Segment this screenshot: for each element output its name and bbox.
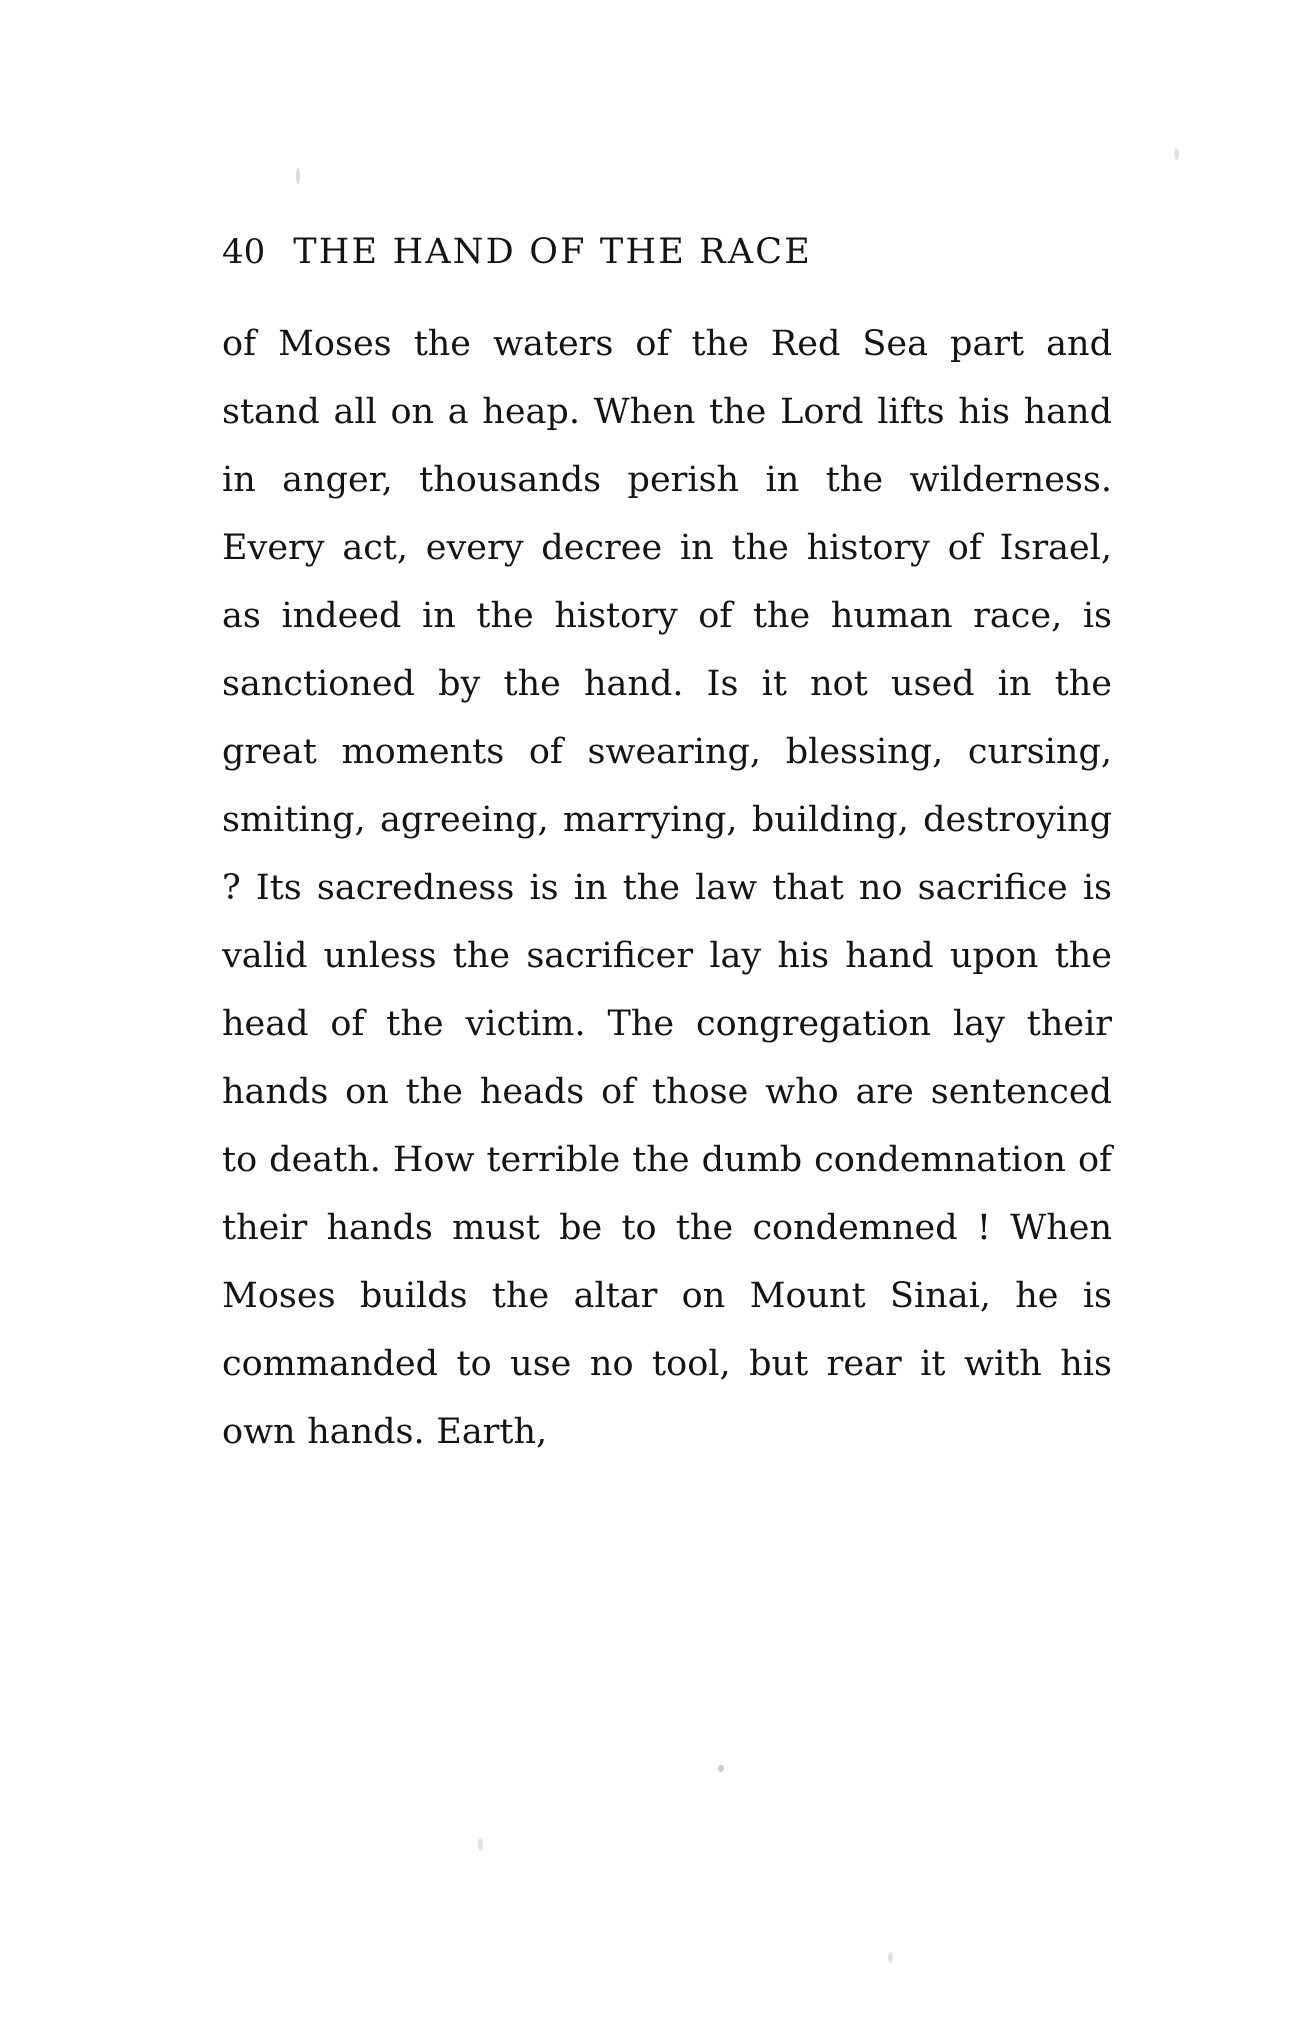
running-head-title: THE HAND OF THE RACE xyxy=(293,232,813,272)
paragraph: of Moses the waters of the Red Sea part and stand all on a heap. When the Lord lifts his hand in anger, thousands perish in the wilderness. Every act, every decree in the history of Israel, as indeed in the history of the human race, is sanctioned by the hand. Is it not used in the great moments of swearing, blessing, cursing, smiting, agreeing, marrying, building, destroying ? Its sacredness is in the law that no sacrifice is valid unless the sacrificer lay his hand upon the head of the victim. The congregation lay their hands on the heads of those who are sentenced to death. How terrible the dumb condemnation of their hands must be to the condemned ! When Moses builds the altar on Mount Sinai, he is commanded to use no tool, but rear it with his own hands. Earth, xyxy=(222,324,1112,1452)
page-header xyxy=(222,232,1112,272)
scan-speck-icon xyxy=(718,1765,724,1772)
page-number: 40 xyxy=(222,232,266,272)
body-text xyxy=(222,310,1112,1466)
page-content xyxy=(222,232,1112,1466)
scan-speck-icon xyxy=(478,1838,483,1851)
scan-speck-icon xyxy=(888,1952,893,1963)
scan-speck-icon xyxy=(296,168,300,184)
scan-speck-icon xyxy=(1174,148,1179,160)
